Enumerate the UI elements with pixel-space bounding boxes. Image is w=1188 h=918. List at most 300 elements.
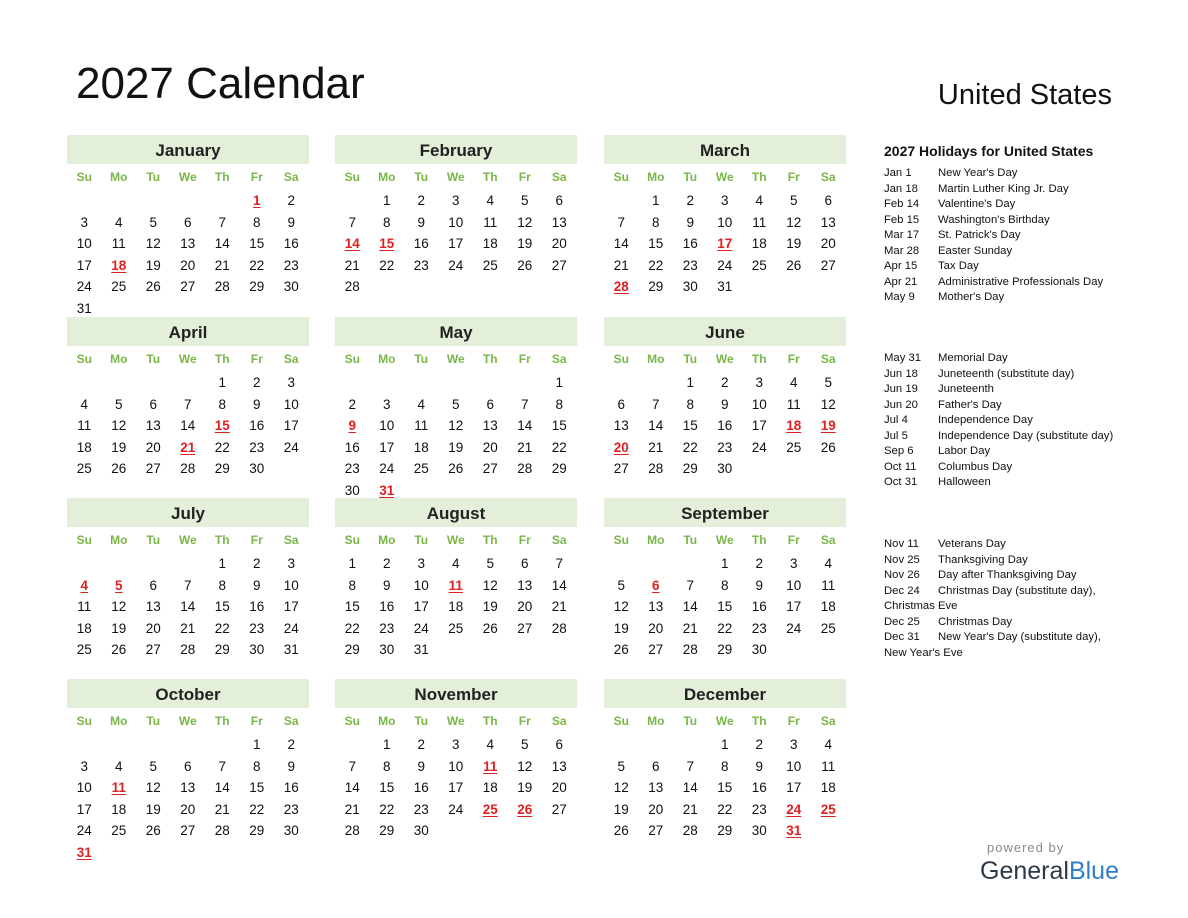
day-cell: 6: [617, 396, 625, 412]
day-cell: 22: [249, 257, 265, 273]
week-row: [67, 394, 309, 416]
weekday-label: Tu: [414, 352, 429, 366]
day-cell: 25: [448, 620, 464, 636]
day-cell: 17: [76, 257, 92, 273]
holiday-date: Jul 5: [884, 429, 908, 442]
day-cell: 3: [720, 193, 729, 209]
weekday-label: We: [446, 533, 465, 547]
day-cell: 3: [417, 556, 425, 572]
weekday-label: Sa: [283, 714, 299, 728]
week-row: [604, 255, 846, 277]
day-cell: 20: [482, 439, 498, 455]
day-cell: 2: [348, 396, 356, 412]
week-row: [335, 639, 577, 661]
day-cell: 30: [344, 482, 360, 498]
week-row: [67, 820, 309, 842]
week-row: [604, 799, 846, 821]
day-cell: 9: [252, 577, 261, 593]
day-cell: 15: [648, 236, 664, 252]
day-cell: 22: [379, 257, 395, 273]
day-cell: 15: [344, 599, 360, 615]
day-cell: 17: [413, 599, 429, 615]
weekday-label: Fr: [250, 170, 263, 184]
holiday-name: Labor Day: [938, 445, 991, 457]
weekday-label: We: [715, 170, 734, 184]
day-cell: 31: [283, 642, 299, 658]
day-cell: 6: [520, 556, 529, 572]
day-cell: 21: [344, 257, 360, 273]
holiday-date: Jan 1: [884, 167, 912, 179]
day-cell: 19: [111, 439, 127, 455]
week-row: [67, 212, 309, 234]
holiday-item: [884, 398, 1144, 414]
holiday-name: Christmas Day (substitute day),: [938, 584, 1096, 597]
day-cell: 28: [180, 642, 196, 658]
holiday-item: [884, 197, 1144, 213]
day-cell: 12: [448, 418, 464, 434]
holiday-day: 17: [717, 236, 733, 252]
weekday-label: Tu: [683, 533, 698, 547]
day-cell: 30: [413, 823, 429, 839]
day-cell: 20: [648, 620, 664, 636]
weekday-label: Fr: [250, 533, 263, 547]
month-name: October: [67, 679, 309, 708]
day-cell: 9: [720, 396, 729, 412]
weekday-header: [335, 164, 577, 190]
day-cell: 1: [252, 737, 261, 753]
day-cell: 28: [214, 823, 230, 839]
month-september: [604, 498, 846, 661]
day-cell: 6: [149, 396, 157, 412]
day-cell: 11: [483, 214, 498, 230]
day-cell: 21: [180, 620, 196, 636]
day-cell: 30: [379, 642, 395, 658]
weekday-label: We: [178, 170, 197, 184]
day-cell: 9: [287, 214, 295, 230]
week-row: [604, 212, 846, 234]
powered-by-label: powered by: [987, 840, 1065, 855]
weekday-label: Mo: [647, 714, 665, 728]
day-cell: 14: [180, 599, 196, 615]
holiday-day: 15: [379, 236, 395, 252]
weekday-label: Tu: [146, 533, 161, 547]
holiday-date: Nov 11: [884, 538, 919, 550]
day-cell: 1: [651, 193, 660, 209]
holiday-item: [884, 166, 1144, 182]
holiday-name-continued: New Year's Eve: [884, 646, 963, 659]
day-cell: 5: [149, 214, 157, 230]
weekday-label: Sa: [283, 533, 299, 547]
holiday-date: Oct 11: [884, 460, 917, 473]
weekday-label: Tu: [683, 352, 698, 366]
weekday-label: Sa: [283, 352, 299, 366]
day-cell: 7: [555, 556, 563, 572]
weekday-label: Su: [613, 533, 629, 547]
week-row: [604, 394, 846, 416]
week-row: [604, 233, 846, 255]
day-cell: 21: [214, 257, 230, 273]
day-cell: 17: [786, 599, 802, 615]
day-cell: 26: [145, 823, 161, 839]
day-cell: 17: [283, 599, 299, 615]
day-cell: 1: [348, 556, 356, 572]
weekday-label: Tu: [414, 714, 429, 728]
day-cell: 5: [451, 396, 460, 412]
day-cell: 22: [682, 439, 698, 455]
day-cell: 8: [252, 214, 261, 230]
month-name: January: [67, 135, 309, 164]
week-row: [604, 415, 846, 437]
month-july: [67, 498, 309, 661]
day-cell: 8: [348, 577, 356, 593]
weekday-label: Su: [76, 533, 92, 547]
day-cell: 16: [379, 599, 395, 615]
day-cell: 5: [520, 193, 529, 209]
day-cell: 25: [482, 257, 498, 273]
day-cell: 12: [613, 780, 629, 796]
holiday-date: Mar 17: [884, 229, 920, 241]
weekday-label: Sa: [551, 352, 567, 366]
week-row: [67, 639, 309, 661]
day-cell: 19: [613, 620, 629, 636]
weekday-label: We: [715, 714, 734, 728]
day-cell: 28: [517, 461, 533, 477]
day-cell: 7: [218, 214, 226, 230]
holiday-day: 14: [344, 236, 360, 252]
day-cell: 14: [682, 599, 698, 615]
week-row: [67, 190, 309, 212]
day-cell: 13: [551, 214, 567, 230]
holiday-name: Martin Luther King Jr. Day: [938, 182, 1069, 195]
day-cell: 14: [214, 780, 230, 796]
weekday-label: Sa: [820, 170, 836, 184]
day-cell: 9: [755, 577, 763, 593]
day-cell: 20: [145, 620, 161, 636]
week-row: [67, 553, 309, 575]
holiday-item: [884, 228, 1144, 244]
day-cell: 26: [517, 257, 533, 273]
weekday-header: [335, 346, 577, 372]
week-row: [67, 756, 309, 778]
month-name: March: [604, 135, 846, 164]
week-row: [67, 596, 309, 618]
day-cell: 17: [786, 780, 802, 796]
holiday-day: 11: [483, 758, 498, 774]
holiday-item: [884, 382, 1144, 398]
day-cell: 3: [80, 214, 88, 230]
weekday-label: Su: [76, 714, 92, 728]
day-cell: 26: [482, 620, 498, 636]
holiday-name: Halloween: [938, 476, 991, 488]
day-cell: 22: [717, 801, 733, 817]
month-name: August: [335, 498, 577, 527]
day-cell: 4: [114, 758, 123, 774]
day-cell: 30: [283, 279, 299, 295]
day-cell: 8: [720, 577, 729, 593]
weekday-label: Tu: [683, 714, 698, 728]
day-cell: 3: [789, 556, 798, 572]
weekday-label: Fr: [787, 533, 800, 547]
holiday-name: St. Patrick's Day: [938, 229, 1021, 241]
holiday-date: Apr 15: [884, 260, 918, 272]
day-cell: 4: [486, 737, 494, 753]
month-november: [335, 679, 577, 842]
week-row: [604, 820, 846, 842]
day-cell: 10: [717, 214, 733, 230]
day-cell: 20: [180, 257, 196, 273]
day-cell: 3: [287, 375, 295, 391]
weekday-label: Mo: [110, 714, 128, 728]
day-cell: 2: [287, 193, 295, 209]
day-cell: 2: [755, 737, 763, 753]
day-cell: 2: [382, 556, 391, 572]
holiday-item: [884, 351, 1144, 367]
weekday-header: [604, 527, 846, 553]
weekday-label: Fr: [250, 352, 263, 366]
holiday-name-continued: Christmas Eve: [884, 600, 958, 612]
holiday-day: 21: [180, 439, 196, 455]
week-row: [67, 734, 309, 756]
day-cell: 7: [218, 758, 226, 774]
weekday-label: Fr: [787, 714, 800, 728]
weekday-label: Fr: [787, 170, 800, 184]
day-cell: 5: [486, 556, 494, 572]
week-row: [335, 734, 577, 756]
holiday-date: Dec 25: [884, 615, 920, 628]
day-cell: 24: [413, 620, 429, 636]
day-cell: 7: [183, 577, 192, 593]
day-cell: 23: [413, 801, 429, 817]
day-cell: 1: [720, 556, 729, 572]
week-row: [604, 372, 846, 394]
day-cell: 29: [379, 823, 395, 839]
day-cell: 5: [149, 758, 157, 774]
weekday-label: Tu: [414, 170, 429, 184]
day-cell: 1: [720, 737, 729, 753]
day-cell: 13: [180, 780, 196, 796]
country-label: United States: [937, 79, 1112, 111]
day-cell: 5: [824, 375, 832, 391]
weekday-header: [67, 708, 309, 734]
day-cell: 19: [448, 439, 464, 455]
week-row: [67, 799, 309, 821]
day-cell: 2: [417, 737, 425, 753]
day-cell: 10: [283, 396, 299, 412]
week-row: [335, 212, 577, 234]
day-cell: 16: [682, 236, 698, 252]
day-cell: 21: [517, 439, 533, 455]
day-cell: 6: [149, 577, 157, 593]
holiday-item: [884, 537, 1144, 553]
weekday-header: [67, 527, 309, 553]
day-cell: 26: [820, 439, 836, 455]
day-cell: 16: [751, 780, 767, 796]
day-cell: 30: [717, 461, 733, 477]
weekday-label: Fr: [787, 352, 800, 366]
holiday-name: Father's Day: [938, 398, 1002, 411]
weekday-label: Sa: [551, 170, 567, 184]
day-cell: 12: [145, 236, 161, 252]
day-cell: 8: [555, 396, 563, 412]
day-cell: 24: [448, 801, 464, 817]
day-cell: 14: [613, 236, 629, 252]
weekday-label: Sa: [551, 533, 567, 547]
holiday-day: 6: [651, 577, 660, 593]
weekday-label: Mo: [378, 352, 396, 366]
day-cell: 11: [77, 599, 92, 615]
holiday-date: Oct 31: [884, 476, 918, 488]
weekday-label: Fr: [518, 714, 531, 728]
day-cell: 27: [613, 461, 629, 477]
weekday-label: Th: [482, 714, 498, 728]
holiday-name: Valentine's Day: [938, 198, 1016, 210]
day-cell: 23: [344, 461, 360, 477]
weekday-label: Th: [751, 533, 767, 547]
day-cell: 25: [413, 461, 429, 477]
day-cell: 27: [820, 257, 836, 273]
day-cell: 27: [145, 461, 161, 477]
holiday-date: Jul 4: [884, 414, 908, 426]
day-cell: 12: [482, 577, 498, 593]
week-row: [67, 415, 309, 437]
week-row: [67, 458, 309, 480]
day-cell: 16: [413, 236, 429, 252]
day-cell: 15: [682, 418, 698, 434]
month-name: November: [335, 679, 577, 708]
weekday-label: Th: [751, 352, 767, 366]
day-cell: 2: [755, 556, 763, 572]
day-cell: 11: [821, 577, 836, 593]
holiday-day: 31: [786, 823, 802, 839]
day-cell: 24: [448, 257, 464, 273]
holiday-name: Veterans Day: [938, 538, 1006, 550]
weekday-label: We: [178, 533, 197, 547]
holiday-date: Mar 28: [884, 244, 920, 257]
weekday-label: Tu: [683, 170, 698, 184]
weekday-label: We: [178, 352, 197, 366]
week-row: [335, 777, 577, 799]
holiday-group: [884, 166, 1144, 306]
day-cell: 29: [249, 823, 265, 839]
day-cell: 27: [180, 279, 196, 295]
holiday-item: [884, 413, 1144, 429]
day-cell: 12: [111, 418, 127, 434]
day-cell: 26: [111, 642, 127, 658]
month-name: June: [604, 317, 846, 346]
day-cell: 21: [344, 801, 360, 817]
day-cell: 5: [520, 737, 529, 753]
day-cell: 9: [252, 396, 261, 412]
holiday-date: Feb 14: [884, 198, 920, 210]
weekday-label: Sa: [820, 533, 836, 547]
weekday-label: Th: [751, 170, 767, 184]
weekday-label: Fr: [518, 533, 531, 547]
day-cell: 20: [517, 599, 533, 615]
day-cell: 17: [283, 418, 299, 434]
day-cell: 31: [413, 642, 429, 658]
day-cell: 2: [252, 375, 261, 391]
day-cell: 6: [651, 758, 660, 774]
holiday-item: [884, 244, 1144, 260]
day-cell: 10: [786, 577, 802, 593]
day-cell: 15: [214, 599, 230, 615]
weekday-label: Th: [214, 714, 230, 728]
holiday-date: May 9: [884, 291, 915, 303]
holiday-day: 31: [76, 844, 92, 860]
weekday-label: Sa: [820, 352, 836, 366]
holiday-item: [884, 275, 1144, 291]
day-cell: 26: [613, 823, 629, 839]
week-row: [604, 553, 846, 575]
week-row: [335, 372, 577, 394]
holiday-item: [884, 182, 1144, 198]
day-cell: 8: [218, 577, 226, 593]
day-cell: 11: [752, 214, 767, 230]
day-cell: 19: [613, 801, 629, 817]
day-cell: 23: [751, 801, 767, 817]
holiday-item: [884, 584, 1144, 600]
month-april: [67, 317, 309, 480]
day-cell: 28: [180, 461, 196, 477]
day-cell: 4: [417, 396, 425, 412]
weekday-label: Sa: [283, 170, 299, 184]
holiday-date: Jun 19: [884, 383, 918, 395]
day-cell: 23: [283, 257, 299, 273]
day-cell: 15: [379, 780, 395, 796]
holiday-item: [884, 444, 1144, 460]
day-cell: 13: [551, 758, 567, 774]
day-cell: 14: [648, 418, 664, 434]
day-cell: 20: [820, 236, 836, 252]
weekday-label: Th: [214, 352, 230, 366]
weekday-label: Fr: [518, 352, 531, 366]
week-row: [604, 276, 846, 298]
month-name: September: [604, 498, 846, 527]
day-cell: 4: [789, 375, 798, 391]
holiday-name: Easter Sunday: [938, 244, 1013, 257]
day-cell: 31: [76, 300, 92, 316]
day-cell: 9: [686, 214, 694, 230]
day-cell: 26: [111, 461, 127, 477]
day-cell: 16: [344, 439, 360, 455]
day-cell: 8: [382, 758, 391, 774]
day-cell: 1: [382, 193, 391, 209]
day-cell: 16: [751, 599, 767, 615]
day-cell: 8: [720, 758, 729, 774]
day-cell: 28: [551, 620, 567, 636]
month-may: [335, 317, 577, 501]
day-cell: 1: [555, 375, 563, 391]
day-cell: 20: [551, 780, 567, 796]
day-cell: 24: [76, 823, 92, 839]
holiday-name: Independence Day (substitute day): [938, 429, 1114, 442]
week-row: [604, 777, 846, 799]
holiday-item: [884, 553, 1144, 569]
day-cell: 14: [180, 418, 196, 434]
day-cell: 19: [482, 599, 498, 615]
weekday-label: We: [715, 352, 734, 366]
holiday-item: [884, 568, 1144, 584]
day-cell: 30: [283, 823, 299, 839]
weekday-header: [604, 164, 846, 190]
week-row: [67, 575, 309, 597]
week-row: [335, 820, 577, 842]
holiday-date: Feb 15: [884, 213, 920, 226]
day-cell: 6: [555, 193, 563, 209]
week-row: [67, 233, 309, 255]
brand-logo[interactable]: [980, 857, 1119, 886]
holiday-name: New Year's Day: [938, 167, 1018, 179]
